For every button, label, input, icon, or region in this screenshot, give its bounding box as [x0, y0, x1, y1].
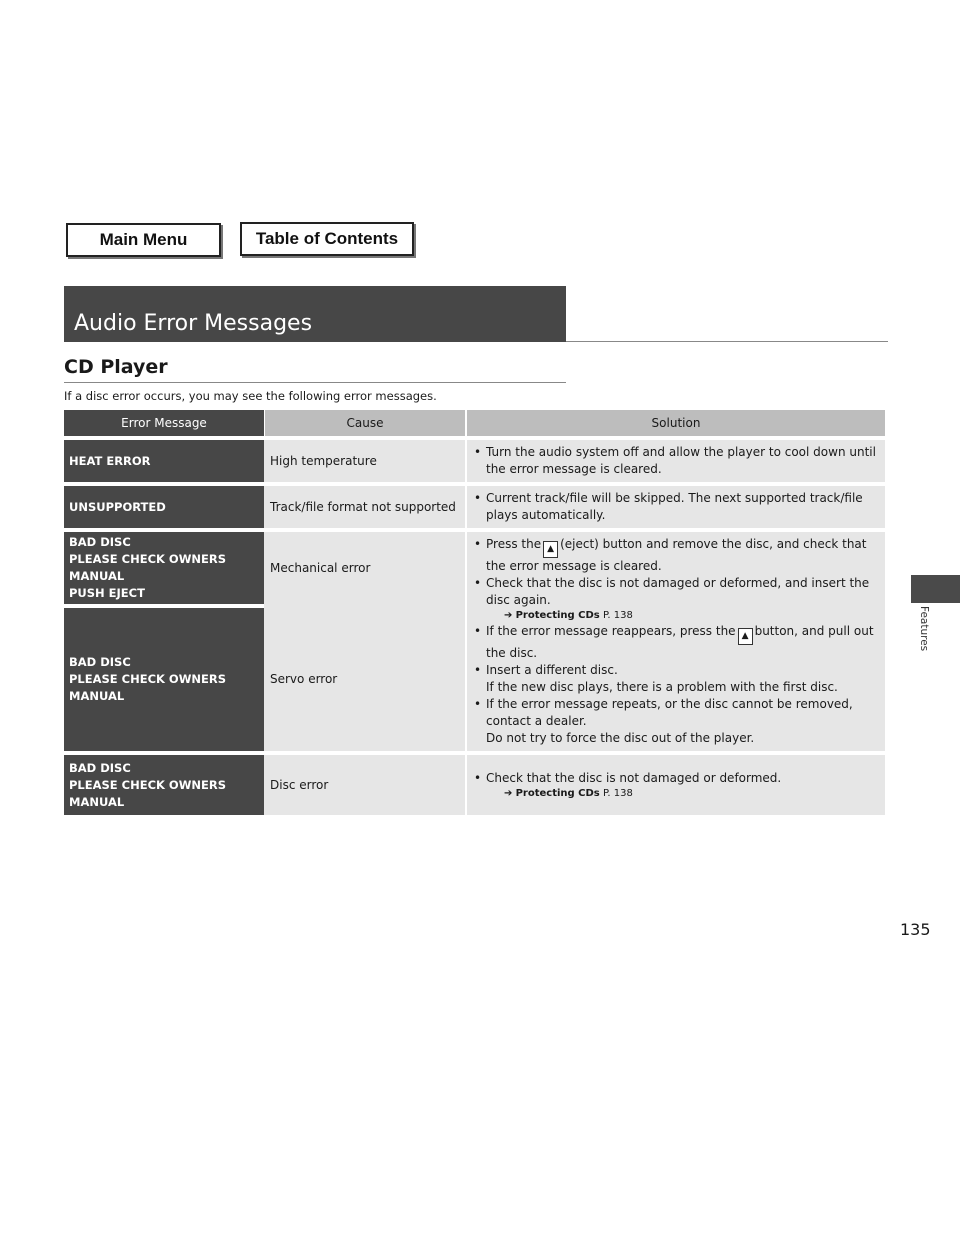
intro-text: If a disc error occurs, you may see the following error messages.	[64, 389, 437, 403]
solution-bullet: • Press the ▲ (eject) button and remove the disc, and check that the error message is cleared.	[472, 536, 879, 575]
solution-cell	[465, 440, 885, 482]
main-menu-button[interactable]: Main Menu	[66, 223, 221, 257]
error-message-cell: BAD DISC PLEASE CHECK OWNERS MANUAL	[64, 755, 264, 815]
solution-cell	[465, 532, 885, 751]
table-row	[64, 532, 885, 608]
solution-bullet: • Check that the disc is not damaged or deformed. ➔ Protecting CDs P. 138	[472, 770, 879, 801]
table-of-contents-button[interactable]: Table of Contents	[240, 222, 414, 256]
section-tab	[911, 575, 960, 603]
eject-icon: ▲	[738, 628, 753, 645]
solution-bullet: • If the error message reappears, press the ▲ button, and pull out the disc.	[472, 623, 879, 662]
header-error-message: Error Message	[64, 410, 264, 436]
section-title: CD Player	[64, 356, 168, 378]
table-row	[64, 486, 885, 528]
solution-bullet: • Current track/file will be skipped. The next supported track/file plays automatically.	[472, 490, 879, 524]
cause-cell: Disc error	[264, 755, 465, 815]
solution-cell	[465, 486, 885, 528]
solution-bullet: • Check that the disc is not damaged or deformed, and insert the disc again. ➔ Protecting CDs P. 138	[472, 575, 879, 623]
solution-bullet: • If the error message repeats, or the disc cannot be removed, contact a dealer. Do not try to force the disc out of the player.	[472, 696, 879, 747]
section-divider	[64, 382, 566, 383]
solution-bullet: • Turn the audio system off and allow the player to cool down until the error message is cleared.	[472, 444, 879, 478]
section-tab-label: Features	[918, 606, 930, 652]
reference-arrow-icon: ➔	[504, 610, 513, 621]
page-title: Audio Error Messages	[64, 286, 566, 342]
cause-cell: Servo error	[264, 608, 465, 751]
reference-arrow-icon: ➔	[504, 787, 513, 799]
error-table	[64, 410, 885, 815]
error-message-cell: BAD DISC PLEASE CHECK OWNERS MANUAL	[64, 608, 264, 751]
table-row	[64, 755, 885, 815]
header-cause: Cause	[264, 410, 465, 436]
error-message-cell: UNSUPPORTED	[64, 486, 264, 528]
page-number: 135	[900, 920, 931, 939]
solution-bullet: • Insert a different disc. If the new disc plays, there is a problem with the first disc.	[472, 662, 879, 696]
cause-cell: High temperature	[264, 440, 465, 482]
cause-cell: Track/file format not supported	[264, 486, 465, 528]
error-message-cell: HEAT ERROR	[64, 440, 264, 482]
cross-reference[interactable]: ➔ Protecting CDs P. 138	[504, 787, 633, 799]
error-message-cell: BAD DISC PLEASE CHECK OWNERS MANUAL PUSH EJECT	[64, 532, 264, 608]
eject-icon: ▲	[543, 541, 558, 558]
header-solution: Solution	[465, 410, 885, 436]
cross-reference[interactable]: ➔ Protecting CDs P. 138	[504, 610, 633, 621]
title-divider	[566, 341, 888, 342]
table-row	[64, 440, 885, 482]
cause-cell: Mechanical error	[264, 532, 465, 608]
solution-cell	[465, 755, 885, 815]
